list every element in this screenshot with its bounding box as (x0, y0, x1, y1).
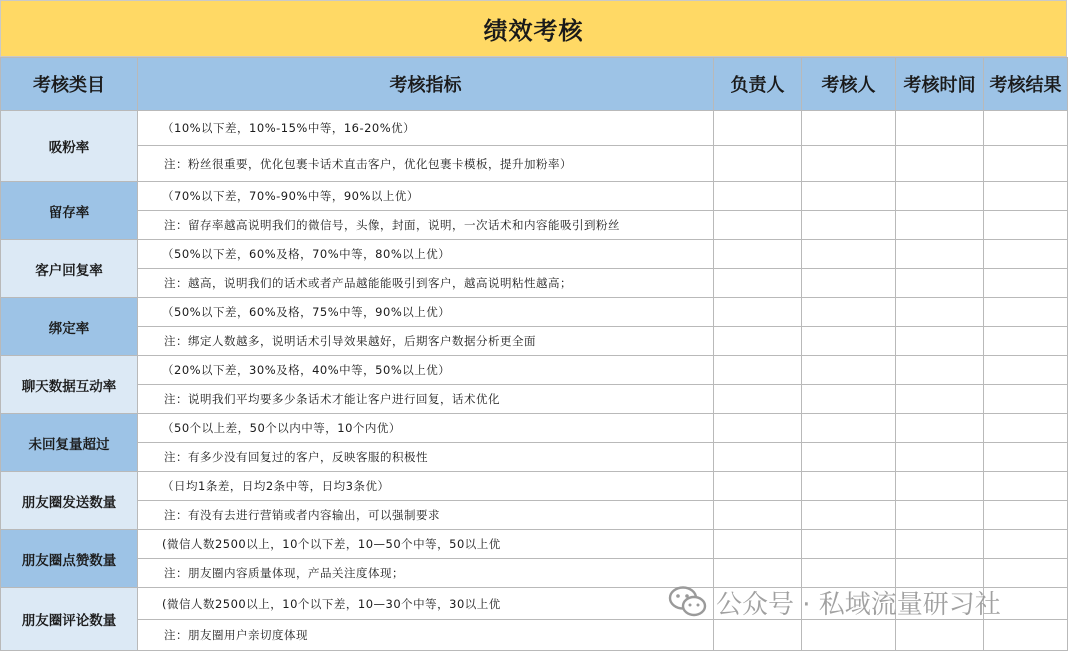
note-cell: 注：粉丝很重要，优化包裹卡话术直击客户，优化包裹卡模板，提升加粉率） (138, 146, 714, 182)
reviewer-cell[interactable] (802, 472, 896, 501)
result-cell[interactable] (984, 414, 1068, 443)
table-body (1, 111, 1068, 651)
owner-cell[interactable] (714, 530, 802, 559)
time-cell[interactable] (896, 146, 984, 182)
time-cell[interactable] (896, 298, 984, 327)
header-time: 考核时间 (896, 58, 984, 111)
assessment-table (0, 57, 1068, 651)
reviewer-cell[interactable] (802, 182, 896, 211)
category-cell: 未回复量超过 (1, 414, 138, 472)
reviewer-cell[interactable] (802, 385, 896, 414)
reviewer-cell[interactable] (802, 211, 896, 240)
note-cell: 注：朋友圈内容质量体现，产品关注度体现； (138, 559, 714, 588)
owner-cell[interactable] (714, 385, 802, 414)
table-row (1, 111, 1068, 146)
time-cell[interactable] (896, 211, 984, 240)
reviewer-cell[interactable] (802, 111, 896, 146)
watermark-text: 公众号 · 私域流量研习社 (716, 589, 1001, 620)
time-cell[interactable] (896, 182, 984, 211)
category-cell: 朋友圈发送数量 (1, 472, 138, 530)
result-cell[interactable] (984, 443, 1068, 472)
reviewer-cell[interactable] (802, 298, 896, 327)
note-cell: 注：绑定人数越多，说明话术引导效果越好，后期客户数据分析更全面 (138, 327, 714, 356)
category-cell: 吸粉率 (1, 111, 138, 182)
result-cell[interactable] (984, 501, 1068, 530)
header-row (1, 58, 1068, 111)
criteria-cell: （50个以上差，50个以内中等，10个内优） (138, 414, 714, 443)
owner-cell[interactable] (714, 298, 802, 327)
result-cell[interactable] (984, 298, 1068, 327)
header-category: 考核类目 (1, 58, 138, 111)
note-cell: 注：有多少没有回复过的客户，反映客服的积极性 (138, 443, 714, 472)
table-row (1, 327, 1068, 356)
result-cell[interactable] (984, 240, 1068, 269)
table-row (1, 530, 1068, 559)
table-row (1, 146, 1068, 182)
time-cell[interactable] (896, 414, 984, 443)
criteria-cell: （50%以下差，60%及格，75%中等，90%以上优） (138, 298, 714, 327)
table-row (1, 182, 1068, 211)
time-cell[interactable] (896, 443, 984, 472)
watermark (668, 582, 1068, 622)
reviewer-cell[interactable] (802, 356, 896, 385)
table-row (1, 472, 1068, 501)
owner-cell[interactable] (714, 472, 802, 501)
owner-cell[interactable] (714, 414, 802, 443)
reviewer-cell[interactable] (802, 327, 896, 356)
note-cell: 注：有没有去进行营销或者内容输出，可以强制要求 (138, 501, 714, 530)
result-cell[interactable] (984, 472, 1068, 501)
table-row (1, 240, 1068, 269)
owner-cell[interactable] (714, 211, 802, 240)
result-cell[interactable] (984, 211, 1068, 240)
time-cell[interactable] (896, 269, 984, 298)
owner-cell[interactable] (714, 146, 802, 182)
table-row (1, 414, 1068, 443)
note-cell: 注：说明我们平均要多少条话术才能让客户进行回复，话术优化 (138, 385, 714, 414)
category-cell: 留存率 (1, 182, 138, 240)
criteria-cell: （70%以下差，70%-90%中等，90%以上优） (138, 182, 714, 211)
time-cell[interactable] (896, 356, 984, 385)
criteria-cell: （20%以下差，30%及格，40%中等，50%以上优） (138, 356, 714, 385)
reviewer-cell[interactable] (802, 269, 896, 298)
header-result: 考核结果 (984, 58, 1068, 111)
note-cell: 注：越高，说明我们的话术或者产品越能能吸引到客户，越高说明粘性越高； (138, 269, 714, 298)
time-cell[interactable] (896, 501, 984, 530)
header-owner: 负责人 (714, 58, 802, 111)
table-row (1, 385, 1068, 414)
sheet-title: 绩效考核 (0, 0, 1067, 57)
owner-cell[interactable] (714, 501, 802, 530)
table-row (1, 269, 1068, 298)
result-cell[interactable] (984, 269, 1068, 298)
criteria-cell: （日均1条差，日均2条中等，日均3条优） (138, 472, 714, 501)
time-cell[interactable] (896, 530, 984, 559)
table-row (1, 298, 1068, 327)
criteria-cell: (微信人数2500以上，10个以下差，10—30个中等，30以上优 (138, 588, 714, 620)
wechat-icon (668, 585, 708, 619)
time-cell[interactable] (896, 385, 984, 414)
owner-cell[interactable] (714, 356, 802, 385)
table-row (1, 443, 1068, 472)
owner-cell[interactable] (714, 182, 802, 211)
result-cell[interactable] (984, 182, 1068, 211)
owner-cell[interactable] (714, 111, 802, 146)
category-cell: 绑定率 (1, 298, 138, 356)
note-cell: 注：留存率越高说明我们的微信号，头像，封面，说明，一次话术和内容能吸引到粉丝 (138, 211, 714, 240)
result-cell[interactable] (984, 327, 1068, 356)
category-cell: 聊天数据互动率 (1, 356, 138, 414)
category-cell: 朋友圈点赞数量 (1, 530, 138, 588)
owner-cell[interactable] (714, 269, 802, 298)
result-cell[interactable] (984, 111, 1068, 146)
time-cell[interactable] (896, 327, 984, 356)
reviewer-cell[interactable] (802, 443, 896, 472)
result-cell[interactable] (984, 530, 1068, 559)
reviewer-cell[interactable] (802, 414, 896, 443)
criteria-cell: （10%以下差，10%-15%中等，16-20%优） (138, 111, 714, 146)
result-cell[interactable] (984, 356, 1068, 385)
table-row (1, 501, 1068, 530)
time-cell[interactable] (896, 111, 984, 146)
reviewer-cell[interactable] (802, 240, 896, 269)
criteria-cell: （50%以下差，60%及格，70%中等，80%以上优） (138, 240, 714, 269)
owner-cell[interactable] (714, 240, 802, 269)
reviewer-cell[interactable] (802, 530, 896, 559)
result-cell[interactable] (984, 146, 1068, 182)
time-cell[interactable] (896, 240, 984, 269)
header-metric: 考核指标 (138, 58, 714, 111)
criteria-cell: (微信人数2500以上，10个以下差，10—50个中等，50以上优 (138, 530, 714, 559)
owner-cell[interactable] (714, 327, 802, 356)
owner-cell[interactable] (714, 443, 802, 472)
table-row (1, 211, 1068, 240)
time-cell[interactable] (896, 472, 984, 501)
category-cell: 客户回复率 (1, 240, 138, 298)
reviewer-cell[interactable] (802, 501, 896, 530)
result-cell[interactable] (984, 385, 1068, 414)
category-cell: 朋友圈评论数量 (1, 588, 138, 651)
note-cell: 注：朋友圈用户亲切度体现 (138, 620, 714, 651)
header-reviewer: 考核人 (802, 58, 896, 111)
reviewer-cell[interactable] (802, 146, 896, 182)
table-row (1, 356, 1068, 385)
